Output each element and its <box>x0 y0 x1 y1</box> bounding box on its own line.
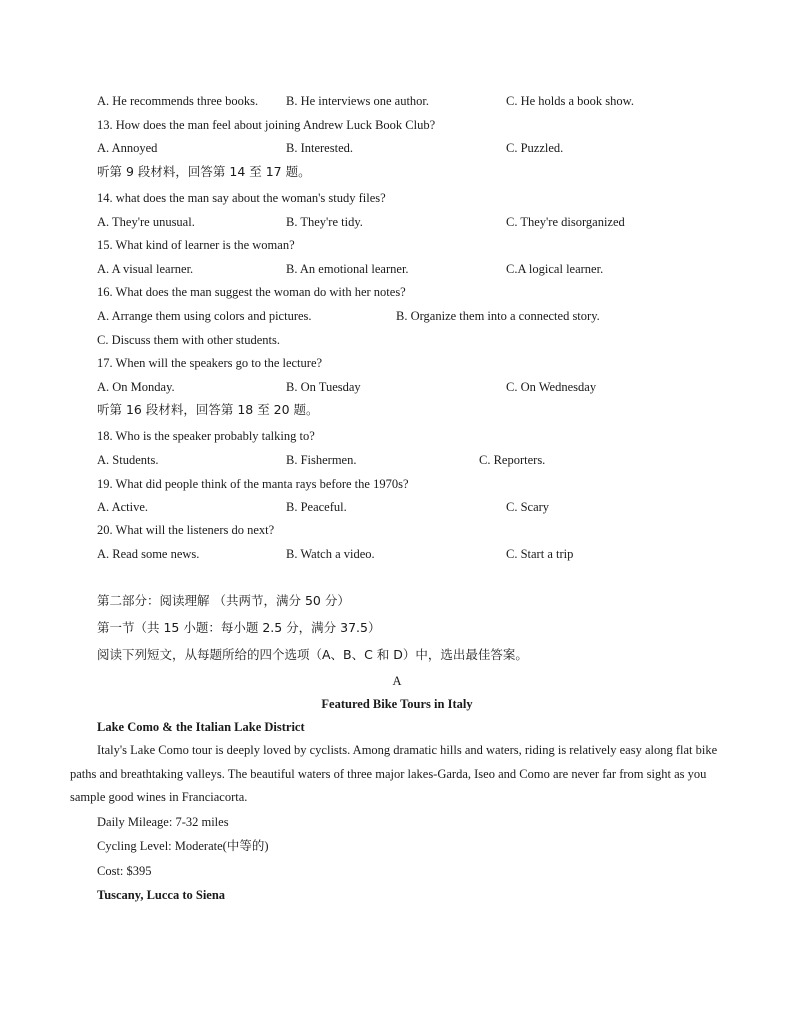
q17-option-c: C. On Wednesday <box>506 380 597 394</box>
q18-option-c: C. Reporters. <box>479 453 546 467</box>
q18-option-b: B. Fishermen. <box>286 453 357 467</box>
passage-letter: A <box>392 674 402 688</box>
passage-title: Featured Bike Tours in Italy <box>321 697 473 711</box>
q17-option-b: B. On Tuesday <box>286 380 361 394</box>
tour1-heading: Lake Como & the Italian Lake District <box>97 720 305 734</box>
q13-stem: 13. How does the man feel about joining Andrew Luck Book Club? <box>97 118 436 132</box>
q16-option-a: A. Arrange them using colors and pictures. <box>97 309 312 323</box>
q20-option-c: C. Start a trip <box>506 547 574 561</box>
q19-option-c: C. Scary <box>506 500 550 514</box>
q19-option-b: B. Peaceful. <box>286 500 347 514</box>
section16-instruction: 听第 16 段材料，回答第 18 至 20 题。 <box>97 402 319 417</box>
q20-option-a: A. Read some news. <box>97 547 200 561</box>
q12-option-b: B. He interviews one author. <box>286 94 430 108</box>
tour1-paragraph <box>70 739 726 810</box>
q19-option-a: A. Active. <box>97 500 149 514</box>
q14-stem: 14. what does the man say about the woman's study files? <box>97 191 386 205</box>
q19-stem: 19. What did people think of the manta rays before the 1970s? <box>97 477 409 491</box>
q20-stem: 20. What will the listeners do next? <box>97 523 275 537</box>
section1-title: 第一节（共 15 小题：每小题 2.5 分，满分 37.5） <box>97 620 381 635</box>
tour1-daily-mileage: Daily Mileage: 7-32 miles <box>97 815 229 829</box>
q13-option-b: B. Interested. <box>286 141 353 155</box>
q17-option-a: A. On Monday. <box>97 380 175 394</box>
tour1-cycling-level: Cycling Level: Moderate(中等的) <box>97 839 269 853</box>
q16-option-c: C. Discuss them with other students. <box>97 333 280 347</box>
q20-option-b: B. Watch a video. <box>286 547 375 561</box>
q13-option-a: A. Annoyed <box>97 141 158 155</box>
reading-instructions: 阅读下列短文，从每题所给的四个选项（A、B、C 和 D）中，选出最佳答案。 <box>97 647 528 662</box>
q14-option-b: B. They're tidy. <box>286 215 363 229</box>
part2-title: 第二部分：阅读理解 （共两节，满分 50 分） <box>97 593 350 608</box>
q15-option-b: B. An emotional learner. <box>286 262 409 276</box>
tour2-heading: Tuscany, Lucca to Siena <box>97 888 226 902</box>
tour1-paragraph-text: Italy's Lake Como tour is deeply loved by cyclists. Among dramatic hills and waters, riding is relatively easy along flat bike paths and breathtaking valleys. The beautiful waters of three major lakes-Garda, Iseo and Como are never far from sight as you sample good wines in Franciacorta. <box>70 743 718 804</box>
q12-option-c: C. He holds a book show. <box>506 94 635 108</box>
q12-option-a: A. He recommends three books. <box>97 94 259 108</box>
q14-option-a: A. They're unusual. <box>97 215 195 229</box>
q14-option-c: C. They're disorganized <box>506 215 625 229</box>
q18-stem: 18. Who is the speaker probably talking to? <box>97 429 315 443</box>
q15-option-a: A. A visual learner. <box>97 262 194 276</box>
section9-instruction: 听第 9 段材料，回答第 14 至 17 题。 <box>97 164 311 179</box>
tour1-cost: Cost: $395 <box>97 864 152 878</box>
q16-stem: 16. What does the man suggest the woman do with her notes? <box>97 285 406 299</box>
q13-option-c: C. Puzzled. <box>506 141 564 155</box>
q16-option-b: B. Organize them into a connected story. <box>396 309 600 323</box>
q18-option-a: A. Students. <box>97 453 159 467</box>
q17-stem: 17. When will the speakers go to the lecture? <box>97 356 323 370</box>
q15-option-c: C.A logical learner. <box>506 262 604 276</box>
q15-stem: 15. What kind of learner is the woman? <box>97 238 295 252</box>
